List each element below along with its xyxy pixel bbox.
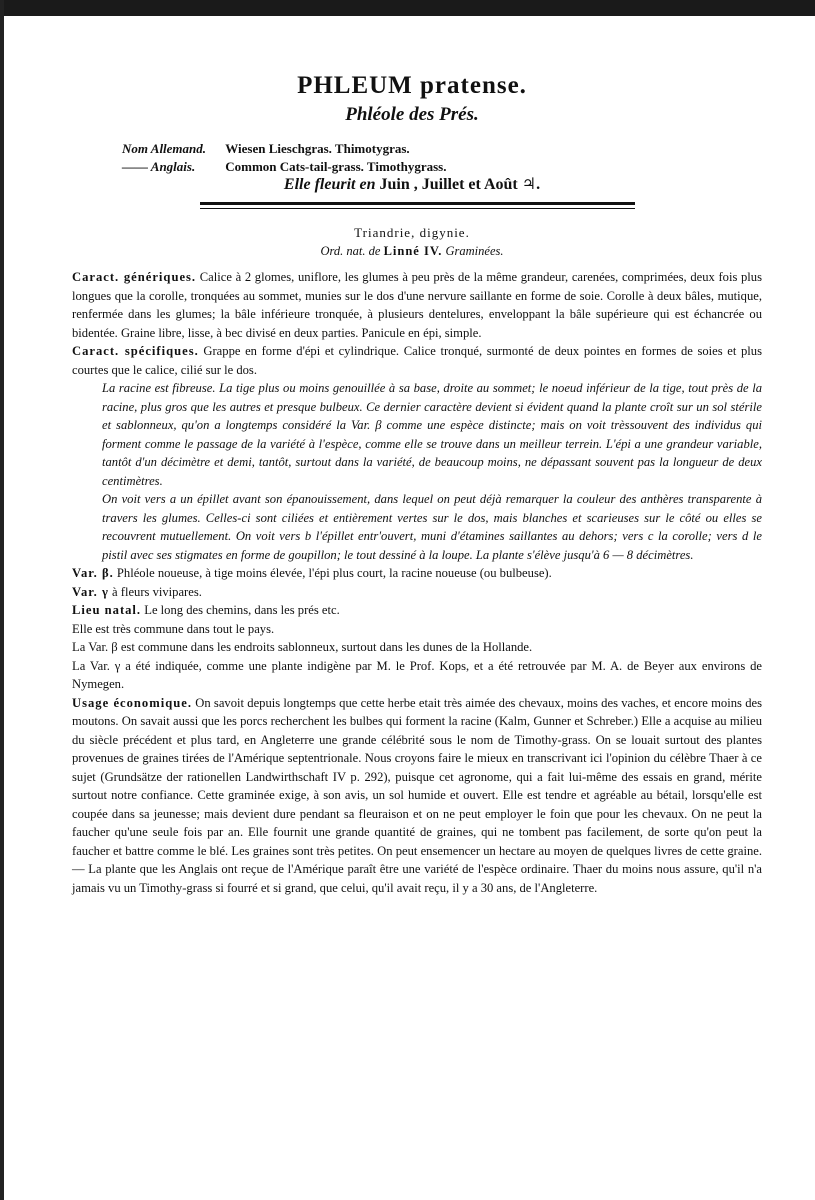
paragraph-text: La racine est fibreuse. La tige plus ou moins genouillée à sa base, droite au sommet; le noeud inférieur de la tige, tout près de la racine, plus gros que les autres et presque bulbeux. Ce dernier caractère devient si évident quand la plante croît sur un sol stérile et sablonneux, qu'on a longtemps considéré la Var. β comme une espèce distincte; mais on voit trèssouvent des individus qui forment comme le passage de la variété à l'espèce, comme elle se trouve dans un meilleur terrein. L'épi a une grandeur variable, tantôt d'un décimètre et demi, tantôt, surtout dans la variété, de beaucoup moins, ne dépassant souvent pas la longueur de deux centimètres. [102, 381, 762, 488]
paragraph-text: Elle est très commune dans tout le pays. [72, 621, 275, 636]
flowering-line [62, 174, 762, 194]
common-names [122, 140, 447, 176]
paragraph-heading: Var. γ [72, 584, 109, 599]
paragraph-text: Le long des chemins, dans les prés etc. [144, 603, 340, 617]
flowering-prefix: Elle fleurit en [283, 176, 376, 193]
paragraph-text: Calice à 2 glomes, uniflore, les glumes à peu près de la même grandeur, carenées, comprimées, deux fois plus longues que la corolle, tronquées au sommet, munies sur le dos d'une nervure saillante en forme de soie. Corolle à deux bâles, mutique, renfermée dans les glumes; la bâle inférieure tronquée, à plusieurs dentelures, enveloppant la bâle supérieure qui est échancrée ou bidentée. Graine libre, lisse, à bec divisé en deux parties. Panicule en épi, simple. [72, 270, 763, 340]
name-label: —— Anglais. [122, 159, 196, 174]
paragraph-text: Grappe en forme d'épi et cylindrique. Calice tronqué, surmonté de deux pointes en formes de soies et plus courtes que le calice, cilié sur le dos. [72, 344, 762, 377]
paragraph-heading: Caract. spécifiques. [72, 344, 199, 358]
description-paragraph [72, 379, 762, 490]
paragraph-text: Phléole noueuse, à tige moins élevée, l'épi plus court, la racine noueuse (ou bulbeuse). [116, 566, 552, 580]
description-paragraph [72, 657, 762, 694]
scan-left-edge [0, 0, 4, 1200]
description-paragraph [72, 694, 762, 898]
order-author: Linné IV. [383, 244, 443, 258]
name-german [122, 140, 447, 158]
flowering-value: Juin , Juillet et Août ♃. [379, 176, 541, 193]
description-body [72, 268, 762, 897]
linnaean-class: Triandrie, digynie. [354, 225, 470, 240]
scan-top-edge [0, 0, 815, 16]
order-family: Graminées. [445, 244, 504, 258]
divider-thick [200, 202, 635, 205]
name-value: Wiesen Lieschgras. Thimotygras. [225, 141, 410, 156]
name-value: Common Cats-tail-grass. Timothygrass. [225, 159, 447, 174]
page-title: PHLEUM pratense. [297, 72, 527, 99]
paragraph-heading: Usage économique. [72, 695, 192, 710]
description-paragraph [72, 490, 762, 564]
paragraph-text: On savoit depuis longtemps que cette herbe etait très aimée des chevaux, moins des vaches, et encore moins des moutons. On savait aussi que les porcs recherchent les bulbes qui forment la racine (Kalm, Gunner et Schreber.) Elle a acquise au milieu du siècle précédent et plus tard, en Angleterre une grande célébrité sous le nom de Timothy-grass. On se louait surtout des plantes provenues de graines tirées de l'Amérique septentrionale. Nous croyons faire le mieux en transcrivant ici l'opinion du célèbre Thaer à ce sujet (Grundsätze der rationellen Landwirthschaft IV p. 292), puisque cet agronome, qui a fait lui-même des essais en grand, mérite surtout notre confiance. Cette graminée exige, à son avis, un sol humide et ouvert. Elle est tendre et agréable au bétail, lorsqu'elle est coupée dans sa jeunesse; mais devient dure pendant sa fleuraison et on ne peut employer le foin que pour les chevaux. On ne peut la faucher qu'une seule fois par an. Elle fournit une grande quantité de graines, qui ne tombent pas facilement, de sorte qu'on peut la faucher et battre comme le blé. Les graines sont très petites. On peut ensemencer un hectare au moyen de quelques livres de cette graine. — La plante que les Anglais ont reçue de l'Amérique paraît être une variété de l'espèce ordinaire. Thaer du moins nous assure, qu'il n'a jamais vu un Timothy-grass si fourré et si grand, que celui, qu'il avait reçu, il y a 30 ans, de l'Angleterre. [72, 695, 762, 895]
order-prefix: Ord. nat. de [320, 244, 381, 258]
divider-thin [200, 208, 635, 209]
description-paragraph [72, 583, 762, 602]
description-paragraph [72, 638, 762, 657]
description-paragraph [72, 601, 762, 620]
description-paragraph [72, 564, 762, 583]
paragraph-heading: Caract. génériques. [72, 270, 197, 284]
description-paragraph [72, 620, 762, 639]
natural-order [62, 244, 762, 259]
description-paragraph [72, 342, 762, 379]
paragraph-text: à fleurs vivipares. [112, 584, 202, 599]
paragraph-heading: Var. β. [72, 566, 114, 580]
page-subtitle: Phléole des Prés. [345, 104, 479, 125]
paragraph-text: On voit vers a un épillet avant son épanouissement, dans lequel on peut déjà remarquer la couleur des anthères transparente à travers les glumes. Celles-ci sont ciliées et entièrement vertes sur le dos, mais blanches et scarieuses sur le côté ou elles se recouvrent mutuellement. On voit vers b l'épillet entr'ouvert, muni d'étamines saillantes au dehors; vers c la corolle; vers d le pistil avec ses stigmates en forme de goupillon; le tout dessiné à la loupe. La plante s'élève jusqu'à 6 — 8 décimètres. [102, 492, 762, 562]
paragraph-text: La Var. γ a été indiquée, comme une plante indigène par M. le Prof. Kops, et a été retrouvée par M. A. de Beyer aux environs de Nymegen. [72, 658, 762, 691]
description-paragraph [72, 268, 762, 342]
paragraph-text: La Var. β est commune dans les endroits sablonneux, surtout dans les dunes de la Hollande. [72, 640, 533, 654]
paragraph-heading: Lieu natal. [72, 603, 142, 617]
name-label: Nom Allemand. [122, 141, 207, 156]
